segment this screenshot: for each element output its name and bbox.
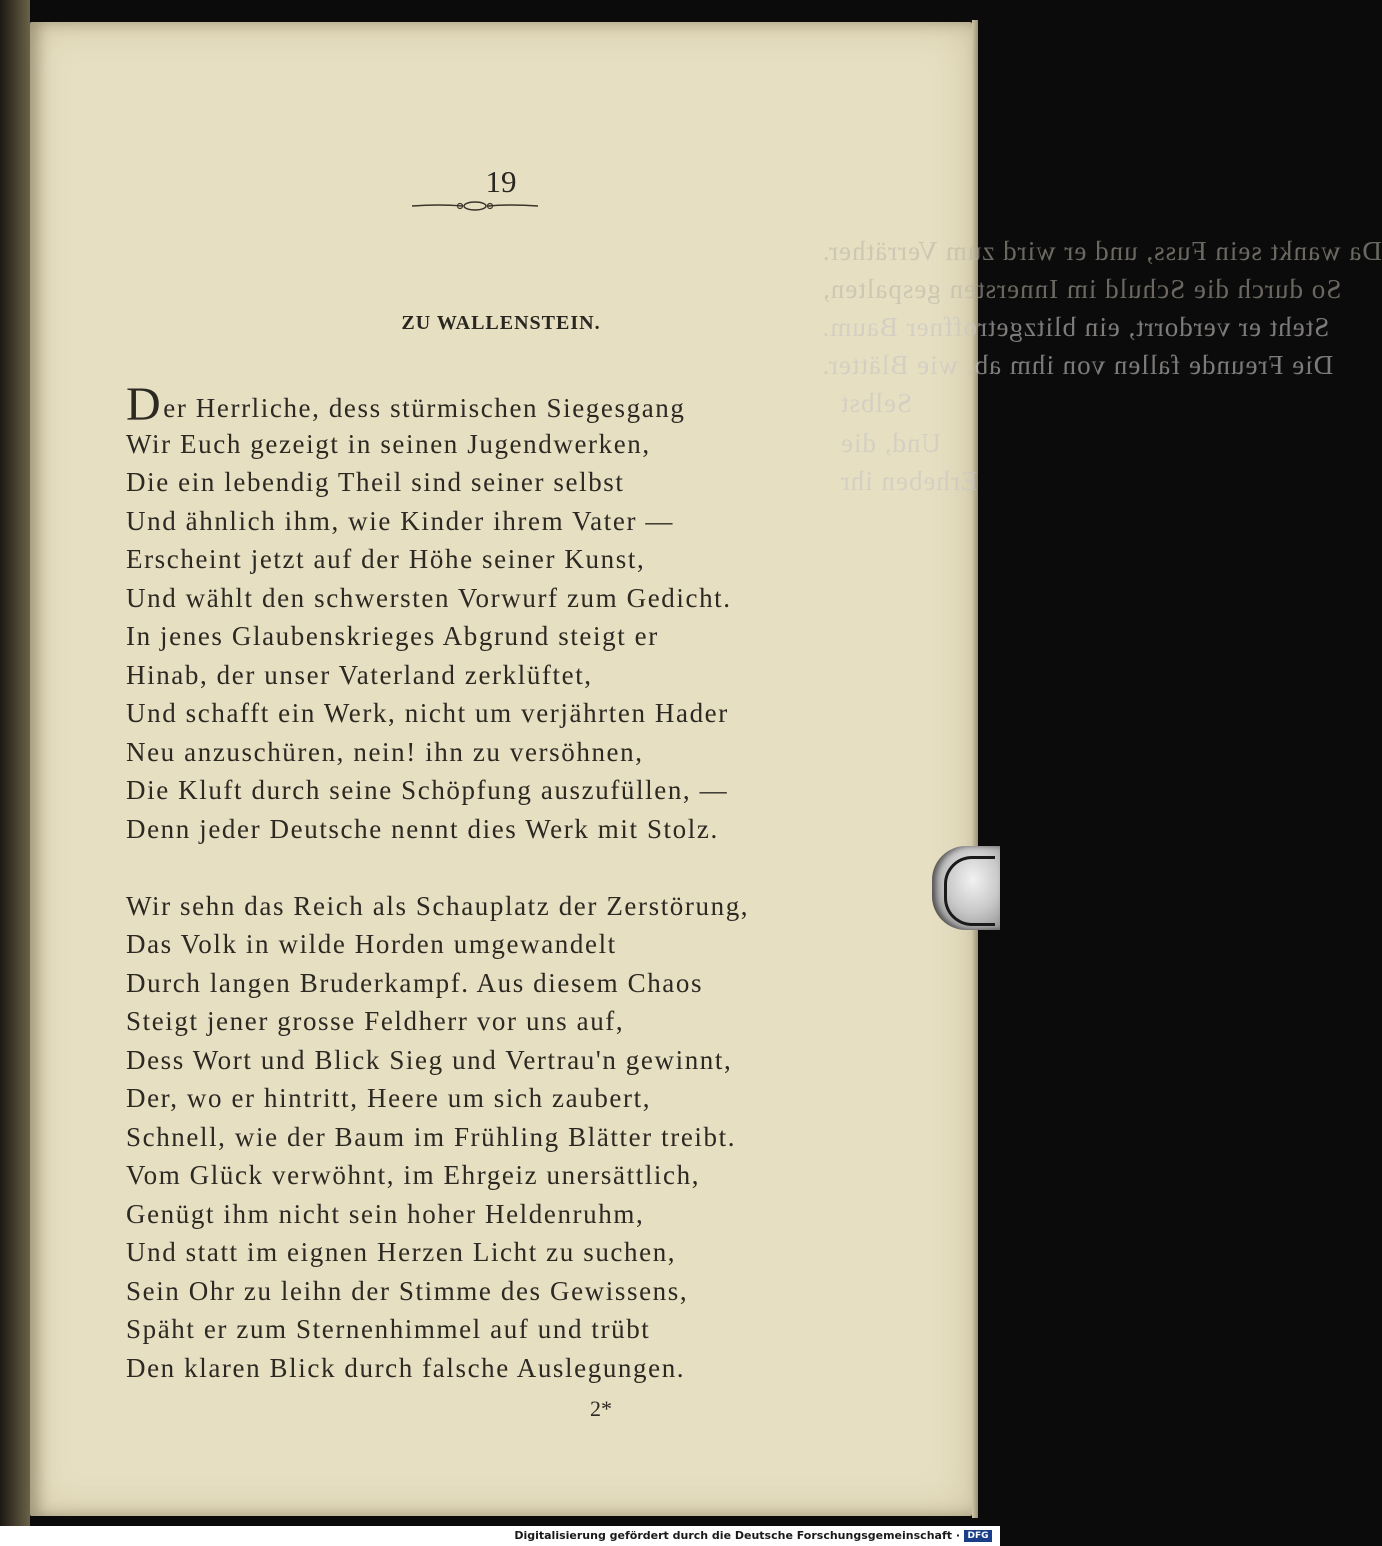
show-through-line: Da wankt sein Fuss, und er wird zum Verräther. [822,236,1382,266]
poem-line: Hinab, der unser Vaterland zerklüftet, [126,659,593,690]
poem-line: Dess Wort und Blick Sieg und Vertrau'n gewinnt, [126,1044,733,1075]
poem-line: Das Volk in wilde Horden umgewandelt [126,929,617,959]
poem-line [126,378,886,431]
poem-line: Genügt ihm nicht sein hoher Heldenruhm, [126,1198,645,1229]
show-through-line: Steht er verdorrt, ein blitzgetroffner Baum. [822,312,1330,342]
page-clip [932,846,1000,930]
poem-line: Und statt im eignen Herzen Licht zu suchen, [126,1237,677,1267]
poem-line: Denn jeder Deutsche nennt dies Werk mit Stolz. [126,813,719,844]
poem-line: Schnell, wie der Baum im Frühling Blätter treibt. [126,1121,737,1152]
poem-line: Durch langen Bruderkampf. Aus diesem Chaos [126,967,704,998]
page-stack-edge [972,20,978,1518]
show-through-line: Erheben ihr [840,466,978,496]
poem-line: Wir sehn das Reich als Schauplatz der Zerstörung, [126,890,750,921]
show-through-line: Selbst [840,388,913,418]
poem-line: In jenes Glaubenskrieges Abgrund steigt er [126,621,659,651]
digitization-footer [0,1526,1000,1546]
poem-line: Und wählt den schwersten Vorwurf zum Gedicht. [126,582,732,613]
show-through-line: Die Freunde fallen von ihm ab, wie Blätter. [822,350,1334,380]
footer-credit: Digitalisierung gefördert durch die Deutsche Forschungsgemeinschaft · [514,1529,960,1542]
poem-title: ZU WALLENSTEIN. [401,312,601,334]
dfg-logo-icon: DFG [964,1530,992,1542]
poem-line: Und schafft ein Werk, nicht um verjährten Hader [126,698,729,728]
clip-wire [944,856,995,926]
poem-line: Vom Glück verwöhnt, im Ehrgeiz unersättlich, [126,1160,701,1190]
poem-line: Und ähnlich ihm, wie Kinder ihrem Vater — [126,505,674,536]
page-number: 19 [485,164,517,199]
poem-line: Der, wo er hintritt, Heere um sich zaubert, [126,1083,652,1113]
poem-line: Sein Ohr zu leihn der Stimme des Gewissens, [126,1275,689,1306]
poem-line-text: er Herrliche, dess stürmischen Siegesgang [163,393,686,423]
signature-mark: 2* [590,1396,612,1421]
poem-line: Erscheint jetzt auf der Höhe seiner Kunst, [126,544,646,574]
poem-line: Neu anzuschüren, nein! ihn zu versöhnen, [126,736,644,767]
poem-line: Späht er zum Sternenhimmel auf und trübt [126,1314,651,1344]
book-page [30,22,1382,1516]
show-through-line: So durch die Schuld im Innersten gespalten, [822,274,1342,304]
show-through-line: Und, die [840,428,941,458]
book-spine-edge [0,0,30,1526]
drop-cap: D [126,378,163,431]
poem-body [126,378,886,1387]
poem-line: Steigt jener grosse Feldherr vor uns auf, [126,1006,625,1036]
stanza-break [126,848,886,887]
poem-line: Die Kluft durch seine Schöpfung auszufüllen, — [126,775,729,805]
poem-line: Wir Euch gezeigt in seinen Jugendwerken, [126,428,651,459]
poem-line: Den klaren Blick durch falsche Auslegungen. [126,1352,686,1383]
poem-line: Die ein lebendig Theil sind seiner selbst [126,467,625,497]
ornament-divider-icon [410,198,540,214]
